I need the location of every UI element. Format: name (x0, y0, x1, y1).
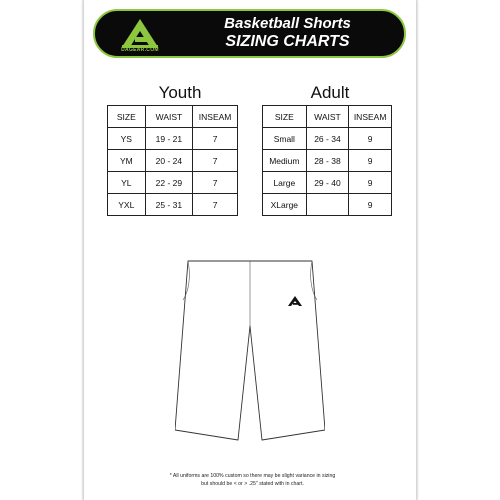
size-cell: Medium (263, 150, 307, 172)
youth-title: Youth (158, 83, 202, 102)
banner-subtitle: SIZING CHARTS (225, 33, 350, 50)
youth-size-table (107, 105, 238, 216)
table-row (108, 150, 238, 172)
footnote-line-1: * All uniforms are 100% custom so there may be slight variance in sizing (169, 473, 336, 479)
table-header-row (263, 106, 392, 128)
inseam-cell: 7 (193, 194, 238, 216)
banner-title: Basketball Shorts (224, 15, 351, 32)
table-row (263, 172, 392, 194)
inseam-cell: 9 (349, 128, 392, 150)
table-row (263, 150, 392, 172)
table-row (108, 172, 238, 194)
column-header: SIZE (108, 106, 146, 128)
size-cell: YM (108, 150, 146, 172)
table-row (108, 194, 238, 216)
inseam-cell: 7 (193, 128, 238, 150)
inseam-cell: 9 (349, 194, 392, 216)
waist-cell: 25 - 31 (145, 194, 193, 216)
size-cell: Small (263, 128, 307, 150)
column-header: WAIST (306, 106, 349, 128)
waist-cell: 20 - 24 (145, 150, 193, 172)
table-header-row (108, 106, 238, 128)
sizing-footnote (120, 472, 385, 488)
waist-cell: 22 - 29 (145, 172, 193, 194)
table-row (108, 128, 238, 150)
size-cell: YL (108, 172, 146, 194)
column-header: SIZE (263, 106, 307, 128)
table-row (263, 194, 392, 216)
size-cell: Large (263, 172, 307, 194)
column-header: INSEAM (193, 106, 238, 128)
size-cell: YXL (108, 194, 146, 216)
adult-title: Adult (310, 83, 350, 102)
waist-cell: 26 - 34 (306, 128, 349, 150)
footnote-line-2: but should be < or > .25" stated with in chart. (201, 481, 304, 487)
inseam-cell: 9 (349, 150, 392, 172)
inseam-cell: 7 (193, 150, 238, 172)
size-cell: XLarge (263, 194, 307, 216)
column-header: WAIST (145, 106, 193, 128)
logo-text: DAGEAR.COM (121, 47, 159, 53)
waist-cell: 28 - 38 (306, 150, 349, 172)
column-header: INSEAM (349, 106, 392, 128)
adult-size-table (262, 105, 392, 216)
waist-cell: 29 - 40 (306, 172, 349, 194)
table-row (263, 128, 392, 150)
waist-cell (306, 194, 349, 216)
size-cell: YS (108, 128, 146, 150)
waist-cell: 19 - 21 (145, 128, 193, 150)
inseam-cell: 9 (349, 172, 392, 194)
inseam-cell: 7 (193, 172, 238, 194)
shorts-outline-illustration (175, 256, 325, 446)
